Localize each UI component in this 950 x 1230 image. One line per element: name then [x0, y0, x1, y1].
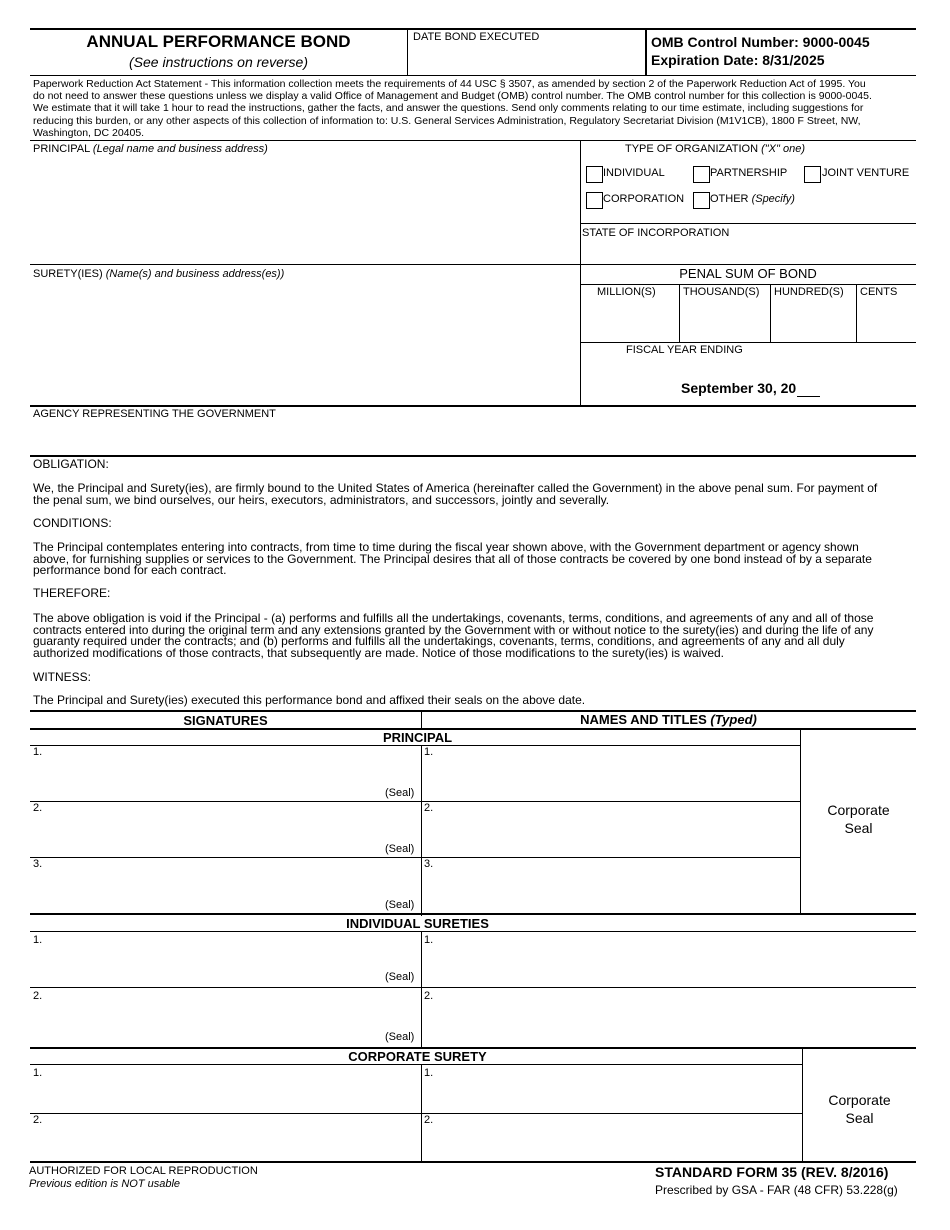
individual-sig-2-number: 2. [33, 990, 43, 1002]
principal-sig-1-number: 1. [33, 746, 43, 758]
individual-sureties-header: INDIVIDUAL SURETIES [330, 916, 505, 931]
individual-header-border [30, 931, 916, 932]
header-divider-1 [407, 29, 408, 75]
checkbox-individual[interactable] [586, 166, 603, 183]
paperwork-bottom-border [30, 140, 916, 141]
millions-field[interactable] [582, 300, 677, 340]
principal-header-border [30, 745, 800, 746]
form-title: ANNUAL PERFORMANCE BOND [86, 32, 351, 51]
thousands-field[interactable] [681, 300, 768, 340]
signatures-header: SIGNATURES [183, 713, 268, 728]
principal-row-1-border [30, 801, 800, 802]
witness-text: The Principal and Surety(ies) executed this performance bond and affixed their seals on the above date. [33, 693, 586, 707]
corporate-surety-header: CORPORATE SURETY [330, 1049, 505, 1064]
corporate-name-1[interactable] [436, 1068, 796, 1110]
penal-div-3 [856, 284, 857, 342]
fiscal-top-border [580, 342, 916, 343]
corporate-name-1-number: 1. [424, 1067, 434, 1079]
obligation-text: We, the Principal and Surety(ies), are firmly bound to the United States of America (hereinafter called the Government) in the above penal sum. For payment of the penal sum, we bind ourselves, our heirs, executors, administrators, and successors, jointly and severally. [33, 481, 878, 507]
omb-control-number: OMB Control Number: 9000-0045 [651, 34, 870, 50]
form-number: STANDARD FORM 35 (REV. 8/2016) [655, 1164, 889, 1180]
individual-sig-1-number: 1. [33, 934, 43, 946]
paperwork-statement: Paperwork Reduction Act Statement - This information collection meets the requirements of 44 USC § 3507, as amended by section 2 of the Paperwork Reduction Act of 1995. You do not need to answer these questions unless we display a valid Office of Management and Budget (OMB) control number. The OMB control number for this collection is 9000-0045. We estimate that it will take 1 hour to read the instructions, gather the facts, and answer the questions. Send only comments relating to our time estimate, including suggestions for reducing this burden, or any other aspects of this collection of information to: U.S. General Services Administration, Regulatory Secretariat Division (M1V1CB), 1800 F Street, NW, Washington, DC 20405. [33, 78, 872, 139]
expiration-date: Expiration Date: 8/31/2025 [651, 52, 825, 68]
corporate-row-1-border [30, 1113, 802, 1114]
hundreds-label: HUNDRED(S) [774, 286, 844, 298]
authorized-reproduction: AUTHORIZED FOR LOCAL REPRODUCTION [29, 1165, 258, 1177]
corporate-signature-1[interactable] [45, 1068, 415, 1110]
principal-name-3-number: 3. [424, 858, 434, 870]
therefore-heading: THEREFORE: [33, 586, 111, 600]
individual-name-2-number: 2. [424, 990, 434, 1002]
principal-name-2-number: 2. [424, 802, 434, 814]
principal-signature-1[interactable] [45, 748, 415, 798]
option-partnership-label: PARTNERSHIP [710, 167, 788, 179]
state-of-incorporation-field[interactable] [582, 241, 912, 263]
names-titles-header: NAMES AND TITLES (Typed) [580, 712, 757, 727]
individual-name-1[interactable] [436, 935, 911, 983]
agency-top-border [30, 405, 916, 407]
date-executed-field[interactable] [413, 44, 641, 74]
fiscal-year-value: September 30, 20 [681, 380, 797, 396]
individual-name-2[interactable] [436, 991, 911, 1039]
penal-div-1 [679, 284, 680, 342]
thousands-label: THOUSAND(S) [683, 286, 760, 298]
cents-label: CENTS [860, 286, 898, 298]
principal-section-header: PRINCIPAL [330, 730, 505, 745]
penal-div-2 [770, 284, 771, 342]
principal-signature-3[interactable] [45, 860, 415, 910]
agency-bottom-border [30, 455, 916, 457]
option-other-label: OTHER (Specify) [710, 193, 795, 205]
option-individual-label: INDIVIDUAL [603, 167, 665, 179]
principal-sig-3-number: 3. [33, 858, 43, 870]
principal-seal-1: (Seal) [385, 787, 415, 799]
organization-label: TYPE OF ORGANIZATION ("X" one) [625, 143, 805, 155]
principal-row-2-border [30, 857, 800, 858]
header-divider-2 [645, 29, 647, 75]
corporate-header-border [30, 1064, 802, 1065]
principal-sig-2-number: 2. [33, 802, 43, 814]
corporate-signature-2[interactable] [45, 1115, 415, 1159]
checkbox-joint-venture[interactable] [804, 166, 821, 183]
principal-seal-3: (Seal) [385, 899, 415, 911]
corporate-sig-1-number: 1. [33, 1067, 43, 1079]
checkbox-corporation[interactable] [586, 192, 603, 209]
obligation-heading: OBLIGATION: [33, 457, 109, 471]
header-bottom-border [30, 75, 916, 76]
principal-label: PRINCIPAL (Legal name and business address) [33, 143, 268, 155]
agency-field[interactable] [33, 422, 911, 452]
principal-signature-2[interactable] [45, 804, 415, 854]
principal-name-2[interactable] [436, 804, 796, 854]
individual-seal-1: (Seal) [385, 971, 415, 983]
checkbox-other[interactable] [693, 192, 710, 209]
corporate-sig-2-number: 2. [33, 1114, 43, 1126]
surety-top-border [30, 264, 916, 265]
individual-signature-2[interactable] [45, 991, 415, 1039]
individual-signature-1[interactable] [45, 935, 415, 983]
penal-sum-title: PENAL SUM OF BOND [679, 266, 817, 281]
principal-corporate-seal: Corporate Seal [827, 802, 890, 836]
principal-field[interactable] [33, 157, 573, 261]
penal-sum-title-border [580, 284, 916, 285]
individual-top-border [30, 913, 916, 915]
principal-name-1-number: 1. [424, 746, 434, 758]
date-executed-label: DATE BOND EXECUTED [413, 31, 540, 43]
corporate-name-2-number: 2. [424, 1114, 434, 1126]
fiscal-year-label: FISCAL YEAR ENDING [626, 344, 743, 356]
surety-label: SURETY(IES) (Name(s) and business address(es)) [33, 268, 285, 280]
form-subtitle: (See instructions on reverse) [129, 54, 308, 70]
individual-name-1-number: 1. [424, 934, 434, 946]
conditions-heading: CONDITIONS: [33, 516, 112, 530]
conditions-text: The Principal contemplates entering into contracts, from time to time during the fiscal year shown above, with the Government department or agency shown above, for furnishing supplies or services to the Government. The Principal desires that all of those contracts be covered by one bond instead of by a separate performance bond for each contract. [33, 540, 872, 578]
table-bottom-border [30, 1161, 916, 1163]
principal-name-1[interactable] [436, 748, 796, 798]
header-top-border [30, 28, 916, 30]
agency-label: AGENCY REPRESENTING THE GOVERNMENT [33, 408, 276, 420]
principal-seal-2: (Seal) [385, 843, 415, 855]
corporate-surety-seal: Corporate Seal [828, 1092, 891, 1126]
hundreds-field[interactable] [772, 300, 854, 340]
state-top-border [580, 223, 916, 224]
checkbox-partnership[interactable] [693, 166, 710, 183]
millions-label: MILLION(S) [597, 286, 656, 298]
fiscal-year-blank[interactable] [797, 396, 820, 397]
principal-name-3[interactable] [436, 860, 796, 910]
surety-field[interactable] [33, 282, 573, 400]
option-joint-venture-label: JOINT VENTURE [822, 167, 910, 179]
therefore-text: The above obligation is void if the Principal - (a) performs and fulfills all the undertakings, covenants, terms, conditions, and agreements of any and all of those contracts entered into during the original term and any extensions granted by the Government with or without notice to the surety(ies) and during the life of any guaranty required under the contracts; and (b) performs and fulfills all the undertakings, covenants, terms, conditions, and agreements of any and all duly authorized modifications of those contracts, that subsequently are made. Notice of those modifications to the surety(ies) is waived. [33, 611, 874, 660]
corporate-name-2[interactable] [436, 1115, 796, 1159]
individual-seal-2: (Seal) [385, 1031, 415, 1043]
previous-edition-note: Previous edition is NOT usable [29, 1178, 181, 1190]
sig-center-divider [421, 710, 422, 1162]
witness-heading: WITNESS: [33, 670, 92, 684]
state-of-incorporation-label: STATE OF INCORPORATION [582, 227, 730, 239]
option-corporation-label: CORPORATION [603, 193, 685, 205]
prescribed-by: Prescribed by GSA - FAR (48 CFR) 53.228(g) [655, 1183, 898, 1197]
cents-field[interactable] [858, 300, 914, 340]
individual-row-1-border [30, 987, 916, 988]
